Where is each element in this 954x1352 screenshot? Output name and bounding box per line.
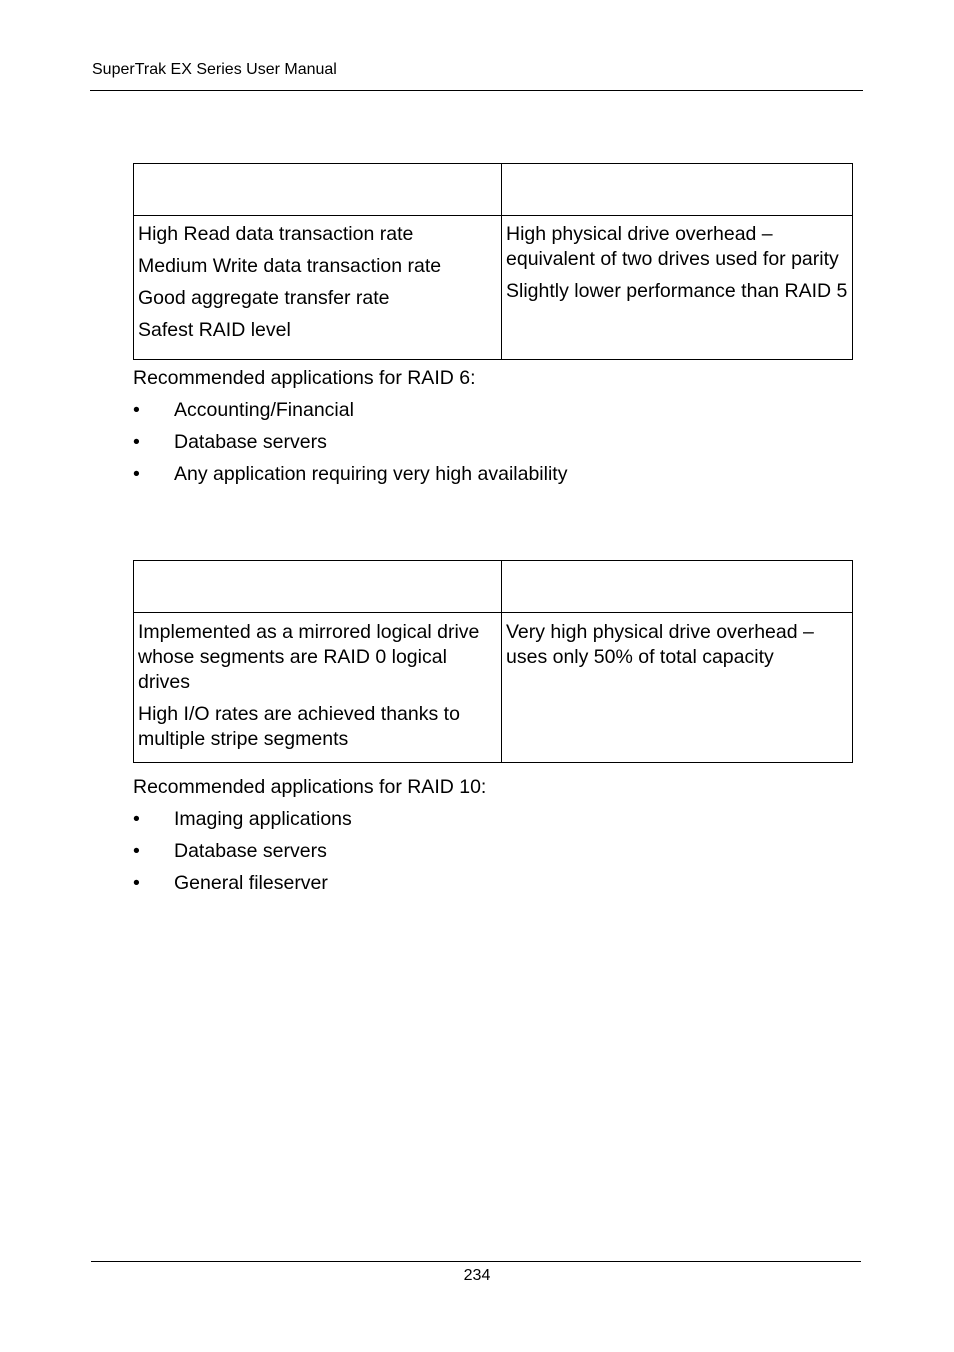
advantage-item: High Read data transaction rate [138,223,414,245]
table-row [134,613,853,763]
bullet-glyph: • [133,808,140,830]
advantage-item: Good aggregate transfer rate [138,287,390,309]
header-rule [90,90,863,91]
raid6-recommended-label: Recommended applications for RAID 6: [133,367,476,389]
advantage-item: High I/O rates are achieved thanks to multiple stripe segments [138,703,460,750]
advantage-item: Safest RAID level [138,319,291,341]
disadvantages-cell [502,216,853,360]
list-item [133,807,352,839]
raid10-pros-cons-table [133,560,853,763]
list-item [133,839,352,871]
bullet-glyph: • [133,872,140,894]
list-item [133,398,567,430]
advantages-cell [134,216,502,360]
disadvantage-item: High physical drive overhead – equivalent of two drives used for parity [506,223,839,270]
list-item-text: Database servers [174,840,327,862]
table-row [134,216,853,360]
raid10-recommended-label: Recommended applications for RAID 10: [133,776,487,798]
table-header-row [134,561,853,613]
list-item-text: Accounting/Financial [174,399,354,421]
raid6-applications-list [133,398,567,494]
bullet-glyph: • [133,463,140,485]
list-item-text: General fileserver [174,872,328,894]
advantages-header-cell [134,164,502,216]
advantages-header-cell [134,561,502,613]
raid10-applications-list [133,807,352,903]
list-item-text: Imaging applications [174,808,352,830]
running-header: SuperTrak EX Series User Manual [92,61,337,78]
list-item-text: Database servers [174,431,327,453]
list-item [133,430,567,462]
disadvantages-header-cell [502,561,853,613]
bullet-glyph: • [133,399,140,421]
disadvantage-item: Slightly lower performance than RAID 5 [506,280,848,302]
disadvantages-header-cell [502,164,853,216]
page-number: 234 [463,1267,491,1284]
advantages-cell [134,613,502,763]
list-item-text: Any application requiring very high availability [174,463,568,485]
bullet-glyph: • [133,840,140,862]
footer-rule [91,1261,861,1262]
table-header-row [134,164,853,216]
bullet-glyph: • [133,431,140,453]
list-item [133,871,352,903]
disadvantages-cell [502,613,853,763]
raid6-pros-cons-table [133,163,853,360]
advantage-item: Medium Write data transaction rate [138,255,442,277]
disadvantage-item: Very high physical drive overhead – uses only 50% of total capacity [506,621,814,668]
advantage-item: Implemented as a mirrored logical drive whose segments are RAID 0 logical drives [138,621,480,693]
list-item [133,462,567,494]
